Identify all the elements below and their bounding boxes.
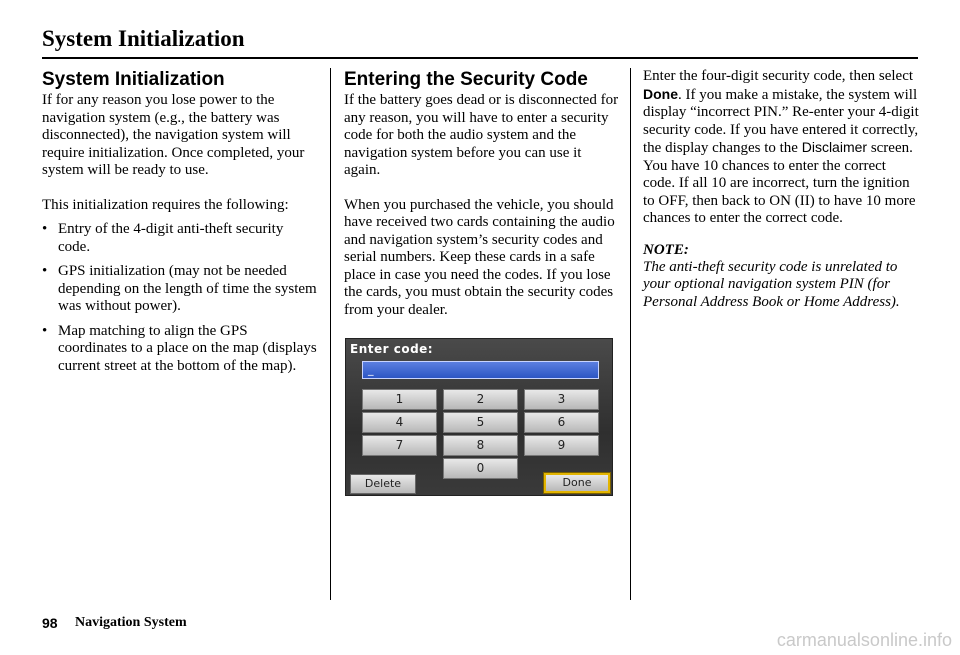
keypad-key-2[interactable]: 2 bbox=[443, 389, 518, 410]
keypad-key-4[interactable]: 4 bbox=[362, 412, 437, 433]
paragraph-battery-dead: If the battery goes dead or is disconnected for any reason, you will have to enter a security code for both the audio system and the navigation system before you can use it again. bbox=[344, 92, 619, 178]
done-term: Done bbox=[643, 85, 678, 102]
column-divider-1 bbox=[330, 68, 331, 600]
paragraph-requirements: This initialization requires the following: bbox=[42, 196, 289, 213]
watermark-text: carmanualsonline.info bbox=[776, 630, 952, 650]
note-label: NOTE: bbox=[643, 241, 689, 258]
page-number: 98 bbox=[42, 615, 58, 631]
note-text: The anti-theft security code is unrelated to your optional navigation system PIN (for Personal Address Book or Home Address). bbox=[643, 258, 900, 310]
keypad-key-8[interactable]: 8 bbox=[443, 435, 518, 456]
title-rule bbox=[42, 57, 918, 59]
section-heading-initialization: System Initialization bbox=[42, 69, 225, 90]
delete-button[interactable]: Delete bbox=[350, 474, 416, 494]
column-instructions bbox=[643, 68, 920, 311]
paragraph-enter-code: Enter the four-digit security code, then select Done. If you make a mistake, the system will display “incorrect PIN.” Re-enter your 4-digit security code. If you have entered it correctly, the display changes to the Disclaimer screen. You have 10 chances to enter the correct code. If all 10 are incorrect, turn the ignition to OFF, then back to ON (II) to have 10 more chances to enter the correct code. bbox=[643, 68, 919, 226]
code-input-field[interactable]: _ bbox=[362, 361, 599, 379]
keypad-key-3[interactable]: 3 bbox=[524, 389, 599, 410]
disclaimer-term: Disclaimer bbox=[801, 139, 868, 155]
list-item: • Map matching to align the GPS coordinates to a place on the map (displays current street at the bottom of the map). bbox=[42, 323, 317, 376]
keypad-key-9[interactable]: 9 bbox=[524, 435, 599, 456]
column-system-initialization bbox=[42, 68, 317, 375]
enter-code-screen bbox=[345, 338, 613, 496]
section-heading-security-code: Entering the Security Code bbox=[344, 69, 588, 90]
keypad-key-6[interactable]: 6 bbox=[524, 412, 599, 433]
paragraph-code-cards: When you purchased the vehicle, you should have received two cards containing the audio and navigation system’s security codes and serial numbers. Keep these cards in a safe place in case you need the codes. If you lose the cards, you must obtain the security codes from your dealer. bbox=[344, 196, 615, 318]
page-title: System Initialization bbox=[42, 26, 245, 51]
keypad-key-0[interactable]: 0 bbox=[443, 458, 518, 479]
done-button[interactable]: Done bbox=[544, 473, 610, 493]
requirements-list bbox=[42, 221, 317, 375]
list-item: • Entry of the 4-digit anti-theft security code. bbox=[42, 221, 317, 256]
paragraph-power-loss: If for any reason you lose power to the navigation system (e.g., the battery was disconnected), the navigation system will require initialization. Once completed, your system will be ready to use. bbox=[42, 92, 305, 178]
footer-label: Navigation System bbox=[75, 615, 187, 630]
keypad-key-5[interactable]: 5 bbox=[443, 412, 518, 433]
keypad-key-1[interactable]: 1 bbox=[362, 389, 437, 410]
keypad-key-7[interactable]: 7 bbox=[362, 435, 437, 456]
list-item: • GPS initialization (may not be needed depending on the length of time the system was without power). bbox=[42, 263, 317, 316]
screen-title: Enter code: bbox=[350, 342, 434, 356]
column-security-code bbox=[344, 68, 620, 319]
column-divider-2 bbox=[630, 68, 631, 600]
